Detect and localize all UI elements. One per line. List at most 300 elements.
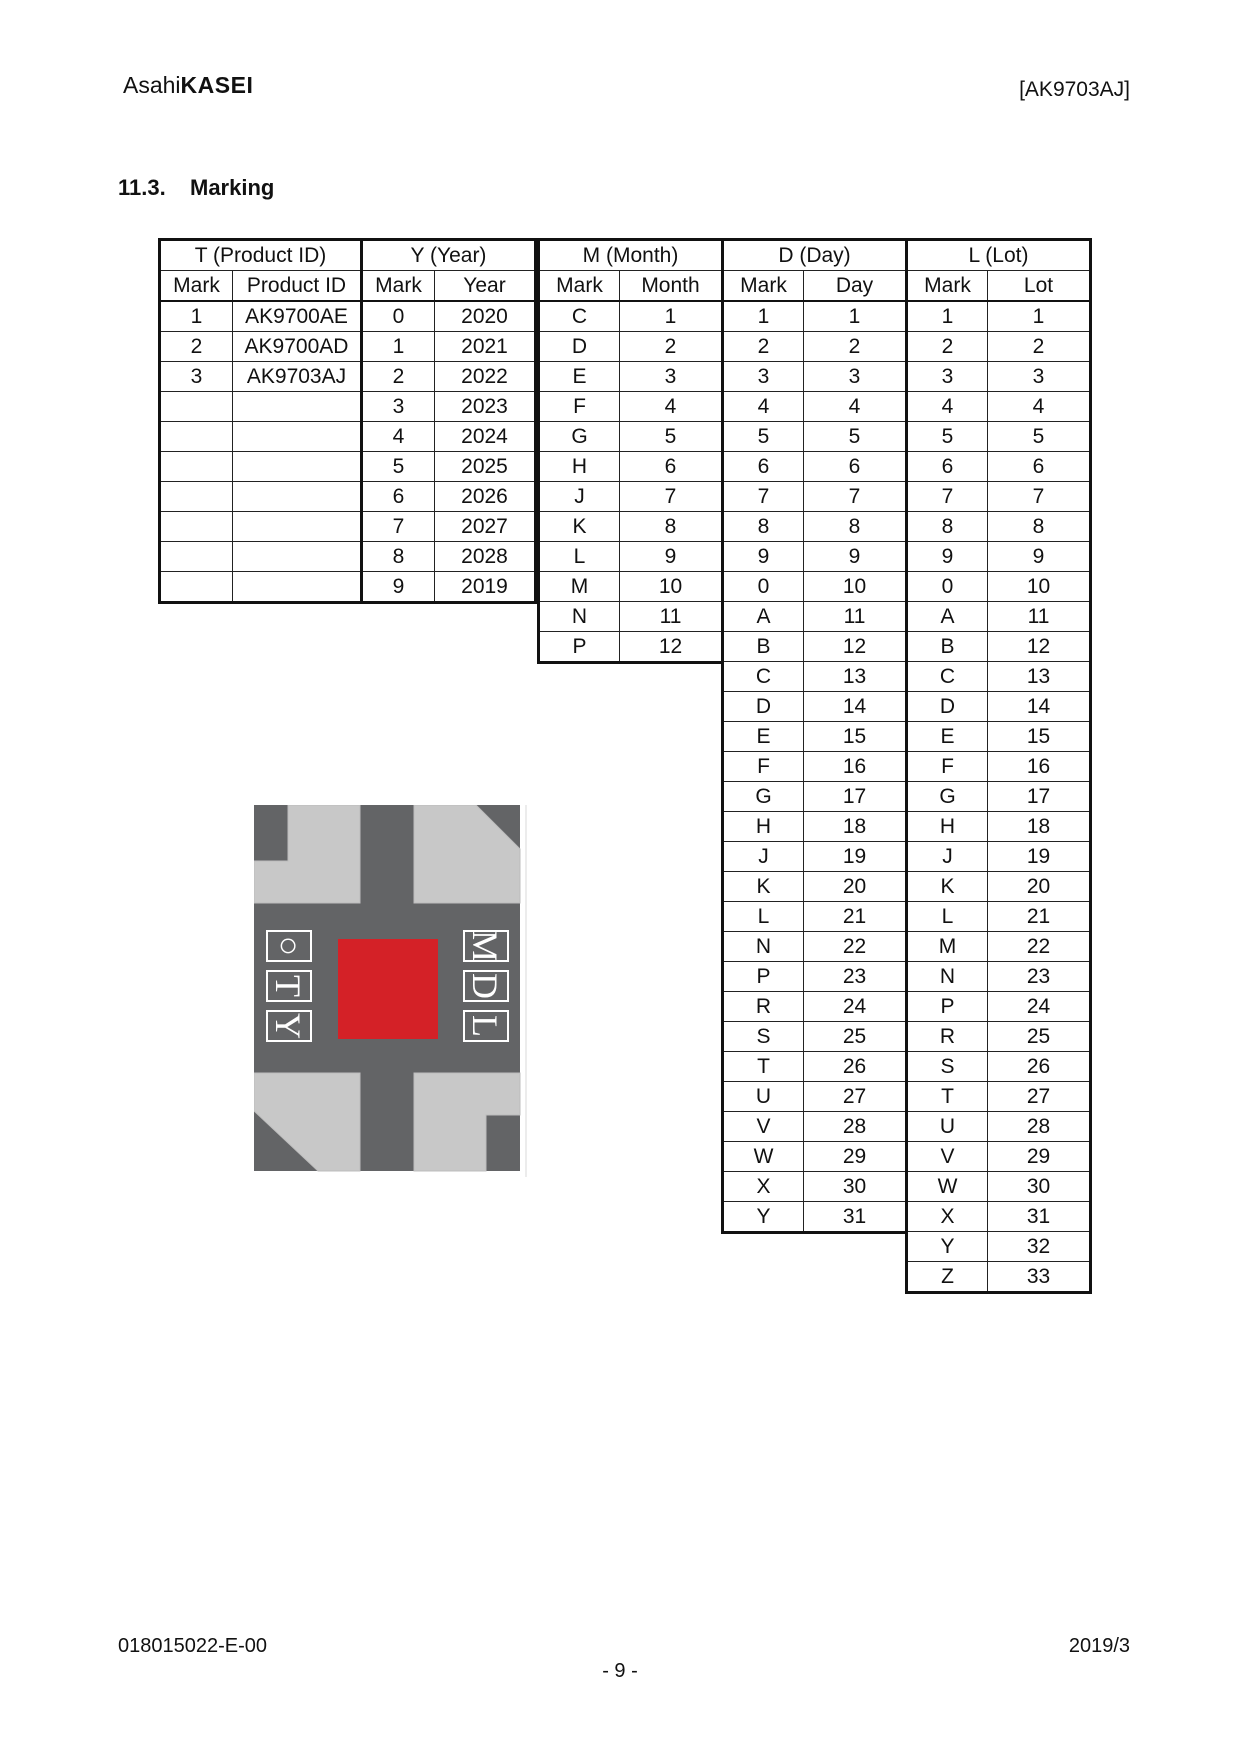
value-cell: 4 <box>804 392 907 422</box>
value-cell: 18 <box>804 812 907 842</box>
mark-cell: 7 <box>723 482 804 512</box>
mark-cell: 9 <box>723 542 804 572</box>
value-cell: 28 <box>804 1112 907 1142</box>
table-row <box>907 722 1091 752</box>
day-table <box>721 238 908 1234</box>
table-row <box>907 902 1091 932</box>
table-row <box>723 662 907 692</box>
column-header: Year <box>435 271 536 302</box>
value-cell: 2027 <box>435 512 536 542</box>
mark-cell: J <box>723 842 804 872</box>
mark-cell: Y <box>907 1232 988 1262</box>
value-cell: 11 <box>620 602 723 632</box>
mark-cell: R <box>723 992 804 1022</box>
table-row <box>723 392 907 422</box>
value-cell: 16 <box>988 752 1091 782</box>
mark-cell: 8 <box>907 512 988 542</box>
value-cell: 29 <box>804 1142 907 1172</box>
table-row <box>362 422 536 452</box>
value-cell: 8 <box>988 512 1091 542</box>
mark-cell: N <box>907 962 988 992</box>
value-cell: 30 <box>988 1172 1091 1202</box>
table-row <box>362 392 536 422</box>
table-row <box>723 512 907 542</box>
value-cell: 27 <box>804 1082 907 1112</box>
value-cell: 13 <box>988 662 1091 692</box>
value-cell: 9 <box>988 542 1091 572</box>
value-cell: 26 <box>988 1052 1091 1082</box>
table-row <box>723 722 907 752</box>
mark-cell <box>160 512 233 542</box>
table-row <box>723 692 907 722</box>
table-row <box>907 872 1091 902</box>
table-row <box>362 332 536 362</box>
value-cell: 23 <box>804 962 907 992</box>
table-row <box>723 1142 907 1172</box>
table-row <box>723 1022 907 1052</box>
mark-cell: F <box>907 752 988 782</box>
table-row <box>907 932 1091 962</box>
value-cell <box>233 422 362 452</box>
table-row <box>907 452 1091 482</box>
table-row <box>907 812 1091 842</box>
mark-cell: L <box>723 902 804 932</box>
mark-cell: S <box>723 1022 804 1052</box>
mark-cell: 3 <box>362 392 435 422</box>
value-cell: 5 <box>620 422 723 452</box>
mark-cell: 5 <box>907 422 988 452</box>
mark-cell: 1 <box>160 301 233 332</box>
mark-cell: K <box>539 512 620 542</box>
mark-cell: X <box>723 1172 804 1202</box>
mark-cell: G <box>539 422 620 452</box>
mark-cell <box>160 542 233 572</box>
value-cell: 12 <box>804 632 907 662</box>
column-header: Mark <box>362 271 435 302</box>
footer-date: 2019/3 <box>1068 1635 1130 1657</box>
value-cell: 2026 <box>435 482 536 512</box>
table-row <box>723 962 907 992</box>
value-cell: 19 <box>988 842 1091 872</box>
value-cell: 2 <box>988 332 1091 362</box>
table-row <box>907 1232 1091 1262</box>
mark-cell: A <box>723 602 804 632</box>
mark-cell: W <box>723 1142 804 1172</box>
mark-cell: J <box>907 842 988 872</box>
mark-cell: 5 <box>723 422 804 452</box>
table-row <box>907 1112 1091 1142</box>
mark-cell: 7 <box>907 482 988 512</box>
value-cell: 2024 <box>435 422 536 452</box>
value-cell: 4 <box>620 392 723 422</box>
value-cell: 27 <box>988 1082 1091 1112</box>
value-cell: 20 <box>804 872 907 902</box>
table-row <box>723 362 907 392</box>
mark-cell: 2 <box>160 332 233 362</box>
mark-cell: 6 <box>723 452 804 482</box>
value-cell: 2021 <box>435 332 536 362</box>
year-table-title: Y (Year) <box>362 240 536 271</box>
table-row <box>362 482 536 512</box>
logo-text-bold: KASEI <box>180 72 254 98</box>
value-cell: 11 <box>988 602 1091 632</box>
mark-cell: P <box>723 962 804 992</box>
column-header: Day <box>804 271 907 302</box>
table-row <box>539 301 723 332</box>
mark-cell: P <box>907 992 988 1022</box>
table-row <box>539 422 723 452</box>
mark-cell: L <box>907 902 988 932</box>
lot-table <box>905 238 1092 1294</box>
table-row <box>907 1172 1091 1202</box>
value-cell: 24 <box>804 992 907 1022</box>
value-cell: 10 <box>804 572 907 602</box>
value-cell: 26 <box>804 1052 907 1082</box>
table-row <box>723 301 907 332</box>
mark-cell: 6 <box>362 482 435 512</box>
value-cell: 5 <box>988 422 1091 452</box>
mark-cell: 7 <box>362 512 435 542</box>
mark-cell: 4 <box>907 392 988 422</box>
column-header: Mark <box>539 271 620 302</box>
value-cell: 4 <box>988 392 1091 422</box>
mark-m: M <box>465 929 505 963</box>
month-table-title: M (Month) <box>539 240 723 271</box>
mark-cell: 6 <box>907 452 988 482</box>
value-cell: 3 <box>988 362 1091 392</box>
value-cell: 7 <box>988 482 1091 512</box>
table-row <box>907 1262 1091 1293</box>
value-cell: 25 <box>804 1022 907 1052</box>
table-row <box>723 482 907 512</box>
table-row <box>723 452 907 482</box>
value-cell: 2023 <box>435 392 536 422</box>
table-row <box>539 512 723 542</box>
mark-cell: N <box>539 602 620 632</box>
table-row <box>539 542 723 572</box>
mark-cell: B <box>723 632 804 662</box>
value-cell: 15 <box>804 722 907 752</box>
table-row <box>723 752 907 782</box>
value-cell: 31 <box>804 1202 907 1233</box>
mark-cell: 1 <box>362 332 435 362</box>
value-cell: 2020 <box>435 301 536 332</box>
mark-cell: E <box>907 722 988 752</box>
value-cell: 11 <box>804 602 907 632</box>
value-cell: 5 <box>804 422 907 452</box>
mark-cell: U <box>907 1112 988 1142</box>
table-row <box>362 452 536 482</box>
table-row <box>907 301 1091 332</box>
table-row <box>539 572 723 602</box>
mark-cell: Z <box>907 1262 988 1293</box>
table-row <box>723 602 907 632</box>
value-cell: 6 <box>988 452 1091 482</box>
mark-cell: 0 <box>907 572 988 602</box>
value-cell <box>233 512 362 542</box>
value-cell: 6 <box>620 452 723 482</box>
document-id: [AK9703AJ] <box>1019 78 1130 101</box>
value-cell: 3 <box>620 362 723 392</box>
value-cell: 10 <box>988 572 1091 602</box>
mark-cell <box>160 452 233 482</box>
table-row <box>160 301 362 332</box>
mark-cell: 4 <box>723 392 804 422</box>
table-row <box>723 842 907 872</box>
value-cell: 22 <box>804 932 907 962</box>
mark-cell: 0 <box>723 572 804 602</box>
mark-cell: K <box>723 872 804 902</box>
value-cell: 17 <box>804 782 907 812</box>
product-id-table-title: T (Product ID) <box>160 240 362 271</box>
mark-cell: P <box>539 632 620 663</box>
right-marks <box>464 930 508 1041</box>
table-row <box>907 992 1091 1022</box>
left-marks <box>267 931 311 1041</box>
mark-cell <box>160 482 233 512</box>
value-cell: 22 <box>988 932 1091 962</box>
day-table-title: D (Day) <box>723 240 907 271</box>
table-row <box>723 632 907 662</box>
table-row <box>907 542 1091 572</box>
mark-d: D <box>465 973 505 999</box>
mark-cell <box>160 422 233 452</box>
mark-cell: W <box>907 1172 988 1202</box>
mark-cell: 8 <box>362 542 435 572</box>
table-row <box>160 572 362 603</box>
mark-cell: 3 <box>907 362 988 392</box>
table-row <box>907 782 1091 812</box>
value-cell: 29 <box>988 1142 1091 1172</box>
table-row <box>539 332 723 362</box>
mark-t: T <box>268 975 308 997</box>
column-header: Product ID <box>233 271 362 302</box>
table-row <box>362 542 536 572</box>
table-row <box>539 452 723 482</box>
mark-cell: C <box>723 662 804 692</box>
package-marking-diagram <box>254 805 534 1177</box>
table-row <box>160 542 362 572</box>
mark-cell <box>160 392 233 422</box>
center-pad <box>338 939 438 1039</box>
table-row <box>362 512 536 542</box>
table-row <box>907 752 1091 782</box>
table-row <box>723 1112 907 1142</box>
section-heading <box>118 175 274 201</box>
mark-cell: D <box>723 692 804 722</box>
table-row <box>907 632 1091 662</box>
section-number: 11.3. <box>118 175 166 200</box>
mark-cell: Y <box>723 1202 804 1233</box>
mark-cell: 2 <box>907 332 988 362</box>
mark-cell: 2 <box>362 362 435 392</box>
table-row <box>907 422 1091 452</box>
table-row <box>907 602 1091 632</box>
table-row <box>539 632 723 663</box>
table-row <box>539 392 723 422</box>
mark-cell: G <box>723 782 804 812</box>
value-cell: AK9700AD <box>233 332 362 362</box>
mark-cell: 8 <box>723 512 804 542</box>
value-cell: 15 <box>988 722 1091 752</box>
table-row <box>160 512 362 542</box>
table-row <box>907 1142 1091 1172</box>
value-cell: 17 <box>988 782 1091 812</box>
mark-cell: A <box>907 602 988 632</box>
value-cell: 2 <box>804 332 907 362</box>
mark-cell: 2 <box>723 332 804 362</box>
column-header: Mark <box>723 271 804 302</box>
table-row <box>362 362 536 392</box>
mark-cell: L <box>539 542 620 572</box>
value-cell <box>233 572 362 603</box>
mark-cell: H <box>907 812 988 842</box>
mark-cell: V <box>723 1112 804 1142</box>
value-cell: 18 <box>988 812 1091 842</box>
mark-cell: 5 <box>362 452 435 482</box>
value-cell <box>233 482 362 512</box>
value-cell: 7 <box>620 482 723 512</box>
mark-cell: 3 <box>160 362 233 392</box>
table-row <box>723 422 907 452</box>
value-cell: 9 <box>804 542 907 572</box>
table-row <box>907 392 1091 422</box>
table-row <box>539 362 723 392</box>
value-cell: 8 <box>804 512 907 542</box>
value-cell: 2019 <box>435 572 536 603</box>
value-cell: 6 <box>804 452 907 482</box>
mark-cell: T <box>907 1082 988 1112</box>
mark-cell: R <box>907 1022 988 1052</box>
mark-y: Y <box>268 1013 308 1039</box>
table-row <box>539 482 723 512</box>
mark-cell: 1 <box>723 301 804 332</box>
table-row <box>539 602 723 632</box>
table-row <box>160 332 362 362</box>
table-row <box>160 482 362 512</box>
mark-cell: U <box>723 1082 804 1112</box>
mark-cell: 0 <box>362 301 435 332</box>
mark-cell: E <box>723 722 804 752</box>
table-row <box>723 812 907 842</box>
mark-cell: N <box>723 932 804 962</box>
value-cell: 20 <box>988 872 1091 902</box>
mark-cell: S <box>907 1052 988 1082</box>
value-cell: 2028 <box>435 542 536 572</box>
table-row <box>907 1202 1091 1232</box>
value-cell <box>233 542 362 572</box>
mark-cell: 9 <box>907 542 988 572</box>
table-row <box>723 1082 907 1112</box>
value-cell: 21 <box>988 902 1091 932</box>
value-cell: 28 <box>988 1112 1091 1142</box>
value-cell: 21 <box>804 902 907 932</box>
mark-cell <box>160 572 233 603</box>
value-cell: 13 <box>804 662 907 692</box>
table-row <box>160 452 362 482</box>
value-cell: 16 <box>804 752 907 782</box>
value-cell: 1 <box>620 301 723 332</box>
mark-cell: D <box>907 692 988 722</box>
table-row <box>907 482 1091 512</box>
table-row <box>723 1172 907 1202</box>
value-cell: 2022 <box>435 362 536 392</box>
value-cell: 9 <box>620 542 723 572</box>
value-cell: 23 <box>988 962 1091 992</box>
footer-doc-number: 018015022-E-00 <box>118 1635 268 1657</box>
value-cell: 31 <box>988 1202 1091 1232</box>
value-cell: 2025 <box>435 452 536 482</box>
mark-cell: 9 <box>362 572 435 603</box>
month-table <box>537 238 724 664</box>
table-row <box>907 332 1091 362</box>
value-cell: 14 <box>804 692 907 722</box>
mark-cell: 4 <box>362 422 435 452</box>
mark-cell: H <box>539 452 620 482</box>
logo-text-light: Asahi <box>123 72 181 98</box>
mark-cell: C <box>907 662 988 692</box>
value-cell: 10 <box>620 572 723 602</box>
column-header: Mark <box>907 271 988 302</box>
table-row <box>723 782 907 812</box>
value-cell: 8 <box>620 512 723 542</box>
mark-cell: C <box>539 301 620 332</box>
table-row <box>160 362 362 392</box>
value-cell: 12 <box>620 632 723 663</box>
table-row <box>723 902 907 932</box>
column-header: Lot <box>988 271 1091 302</box>
mark-cell: V <box>907 1142 988 1172</box>
table-row <box>907 842 1091 872</box>
product-id-table <box>158 238 363 604</box>
table-row <box>907 692 1091 722</box>
table-row <box>723 872 907 902</box>
value-cell: AK9700AE <box>233 301 362 332</box>
table-row <box>723 1052 907 1082</box>
mark-cell: T <box>723 1052 804 1082</box>
mark-cell: M <box>907 932 988 962</box>
mark-cell: 1 <box>907 301 988 332</box>
mark-cell: K <box>907 872 988 902</box>
table-row <box>907 662 1091 692</box>
value-cell <box>233 452 362 482</box>
mark-l: L <box>465 1015 505 1037</box>
value-cell <box>233 392 362 422</box>
table-row <box>907 1082 1091 1112</box>
value-cell: 3 <box>804 362 907 392</box>
year-table <box>360 238 537 604</box>
value-cell: 1 <box>804 301 907 332</box>
table-row <box>723 572 907 602</box>
value-cell: 25 <box>988 1022 1091 1052</box>
table-row <box>362 572 536 603</box>
section-title: Marking <box>190 175 275 200</box>
mark-cell: J <box>539 482 620 512</box>
table-row <box>160 392 362 422</box>
value-cell: 7 <box>804 482 907 512</box>
mark-cell: B <box>907 632 988 662</box>
table-row <box>723 1202 907 1233</box>
lot-table-title: L (Lot) <box>907 240 1091 271</box>
value-cell: 14 <box>988 692 1091 722</box>
table-row <box>907 362 1091 392</box>
mark-cell: F <box>539 392 620 422</box>
table-row <box>723 932 907 962</box>
column-header: Mark <box>160 271 233 302</box>
value-cell: AK9703AJ <box>233 362 362 392</box>
table-row <box>907 1052 1091 1082</box>
mark-cell: E <box>539 362 620 392</box>
